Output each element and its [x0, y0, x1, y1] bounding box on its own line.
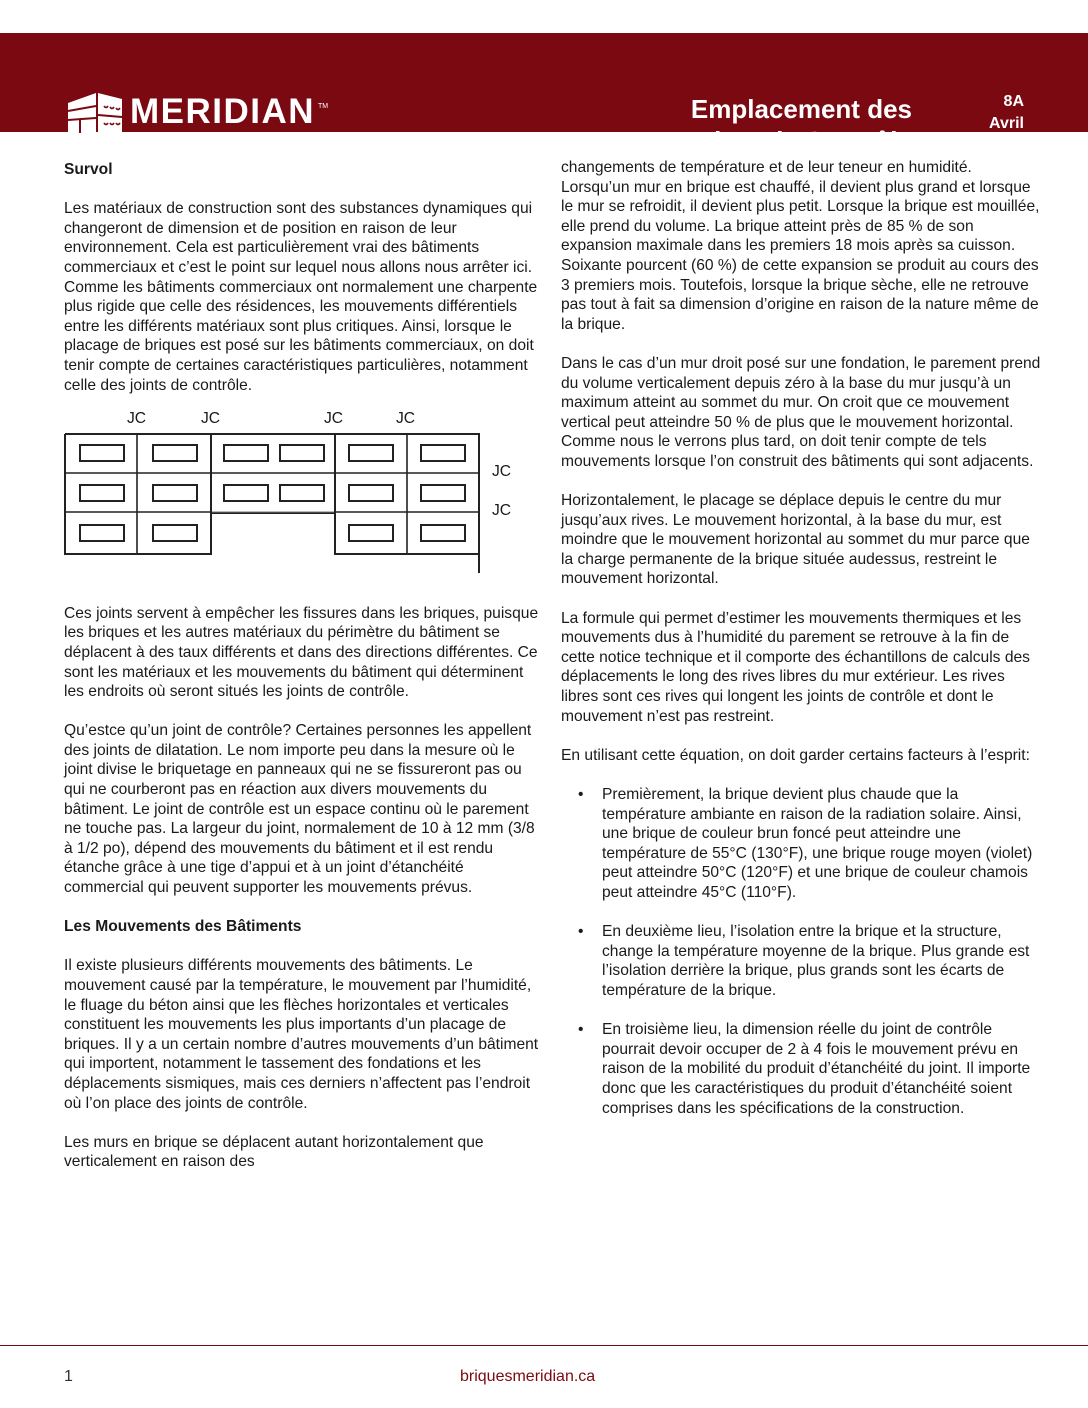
control-joint-diagram	[64, 409, 544, 584]
paragraph: Les murs en brique se déplacent autant horizontalement que verticalement en raison des	[64, 1133, 484, 1171]
trademark-mark: TM	[318, 103, 329, 110]
footer-divider	[0, 1345, 1088, 1346]
paragraph: Les matériaux de construction sont des substances dynamiques qui changeront de dimension et de position en raison de leur environnement. Cela est particulièrement vrai des bâtiments commerciaux et c’est le point sur lequel nous allons nous arrêter ici. Comme les bâtiments commerciaux ont normalement une charpente plus rigide que celle des résidences, les mouvements différentiels entre les différents matériaux sont plus critiques. Ainsi, lorsque le placage de briques est posé sur les bâtiments commerciaux, on doit tenir compte de certaines caractéristiques particulières, notamment celle des joints de contrôle.	[64, 200, 538, 394]
list-item	[561, 1020, 1041, 1118]
bullet-icon: •	[578, 923, 584, 941]
paragraph: Ces joints servent à empêcher les fissures dans les briques, puisque les briques et les autres matériaux du périmètre du bâtiment se déplacent à des taux différents et dans des directions différentes. Ce sont les matériaux et les mouvements du bâtiment qui déterminent les endroits où seront situés les joints de contrôle.	[64, 604, 539, 701]
list-item-text: En deuxième lieu, l’isolation entre la brique et la structure, change la température moyenne de la brique. Plus grande est l’isolation derrière la brique, plus grands sont les écarts de température de la brique.	[602, 923, 1030, 999]
brick-building-logo-icon	[66, 89, 124, 137]
bullet-icon: •	[578, 786, 584, 803]
paragraph: Dans le cas d’un mur droit posé sur une fondation, le parement prend du volume verticalement depuis zéro à la base du mur jusqu’à un maximum atteint au sommet du mur. On croit que ce mouvement vertical peut atteindre 50 % de plus que le mouvement horizontal. Comme nous le verrons plus tard, on doit tenir compte de tels mouvements lorsque l’on construit des bâtiments qui sont adjacents.	[561, 354, 1041, 470]
brick-panel-drawing	[64, 433, 484, 573]
jc-label: JC	[492, 462, 512, 480]
left-column	[64, 160, 544, 1192]
document-meta	[988, 91, 1024, 157]
document-title	[684, 93, 912, 157]
document-month: Avril	[989, 115, 1024, 132]
header-band	[0, 33, 1088, 156]
title-line-2: Joints de Contrôle	[683, 126, 912, 156]
jc-label: JC	[201, 409, 221, 427]
jc-label: JC	[396, 409, 416, 427]
brand-name: MERIDIAN	[130, 92, 316, 131]
paragraph: La formule qui permet d’estimer les mouvements thermiques et les mouvements dus à l’humidité du parement se retrouve à la fin de cette notice technique et il comporte des échantillons de calculs des déplacements le long des rives libres du mur extérieur. Les rives libres sont ces rives qui longent les joints de contrôle et dont le mouvement n’est pas restreint.	[561, 609, 1030, 725]
jc-label: JC	[492, 501, 512, 519]
page-number: 1	[64, 1368, 73, 1385]
paragraph: Horizontalement, le placage se déplace depuis le centre du mur jusqu’aux rives. Le mouvement horizontal, à la base du mur, est moindre que le mouvement horizontal au sommet du mur parce que la charge permanente de la brique située audessus, restreint le mouvement horizontal.	[561, 492, 1030, 588]
brand-logo	[66, 89, 336, 155]
list-item-text: Premièrement, la brique devient plus chaude que la température ambiante en raison de la radiation solaire. Ainsi, une brique de couleur brun foncé peut atteindre une température de 55°C (130°F), une brique rouge moyen (violet) peut atteindre 50°C (120°F) et une brique de couleur chamois peut atteindre 45°C (110°F).	[602, 786, 1033, 901]
list-item	[561, 922, 1041, 1000]
list-item-text: En troisième lieu, la dimension réelle du joint de contrôle pourrait devoir occuper de 2 à 4 fois le mouvement prévu en raison de la mobilité du produit d’étanchéité du joint. Il importe donc que les caractéristiques du produit d’étanchéité soient comprises dans les spécifications de la construction.	[602, 1021, 1031, 1117]
jc-label: JC	[324, 409, 344, 427]
document-year: 2004	[988, 137, 1024, 154]
jc-label: JC	[127, 409, 147, 427]
heading-building-movements: Les Mouvements des Bâtiments	[64, 918, 302, 936]
paragraph: Il existe plusieurs différents mouvements des bâtiments. Le mouvement causé par la température, le mouvement par l’humidité, le fluage du béton ainsi que les flèches horizontales et verticales constituent les mouvements les plus importants d’un placage de briques. Il y a un certain nombre d’autres mouvements d’un bâtiment qui importent, notamment le tassement des fondations et les déplacements sismiques, mais ces derniers n’affectent pas l’endroit où l’on place des joints de contrôle.	[64, 957, 539, 1112]
factors-list	[561, 785, 1041, 1118]
paragraph: En utilisant cette équation, on doit garder certains facteurs à l’esprit:	[561, 746, 1030, 764]
list-item	[561, 785, 1041, 903]
right-column	[561, 158, 1041, 1138]
document-number: 8A	[1003, 93, 1024, 110]
title-line-1: Emplacement des	[690, 94, 912, 124]
bullet-icon: •	[578, 1021, 584, 1039]
heading-overview: Survol	[64, 161, 113, 178]
brand-subtitle: BRIQUES	[132, 136, 212, 153]
paragraph: Qu’estce qu’un joint de contrôle? Certaines personnes les appellent des joints de dilatation. Le nom importe peu dans la mesure où le joint divise le briquetage en panneaux qui ne se fissureront pas ou qui ne courberont pas en réaction aux divers mouvements du bâtiment. Le joint de contrôle est un espace continu où le parement ne touche pas. La largeur du joint, normalement de 10 à 12 mm (3/8 à 1/2 po), dépend des mouvements du bâtiment et il est rendu étanche grâce à une tige d’appui et à un joint d’étanchéité commercial qui peuvent supporter les mouvements prévus.	[64, 722, 535, 897]
paragraph: changements de température et de leur teneur en humidité. Lorsqu’un mur en brique est chauffé, il devient plus grand et lorsque le mur se refroidit, il devient plus petit. Lorsque la brique est mouillée, elle prend du volume. La brique atteint près de 85 % de son expansion maximale dans les premiers 18 mois après sa cuisson. Soixante pourcent (60 %) de cette expansion se produit au cours des 3 premiers mois. Toutefois, lorsque la brique sèche, elle ne retrouve pas tout à fait sa dimension d’origine en raison de la nature même de la brique.	[561, 159, 1040, 333]
website-link[interactable]: briquesmeridian.ca	[460, 1368, 596, 1385]
